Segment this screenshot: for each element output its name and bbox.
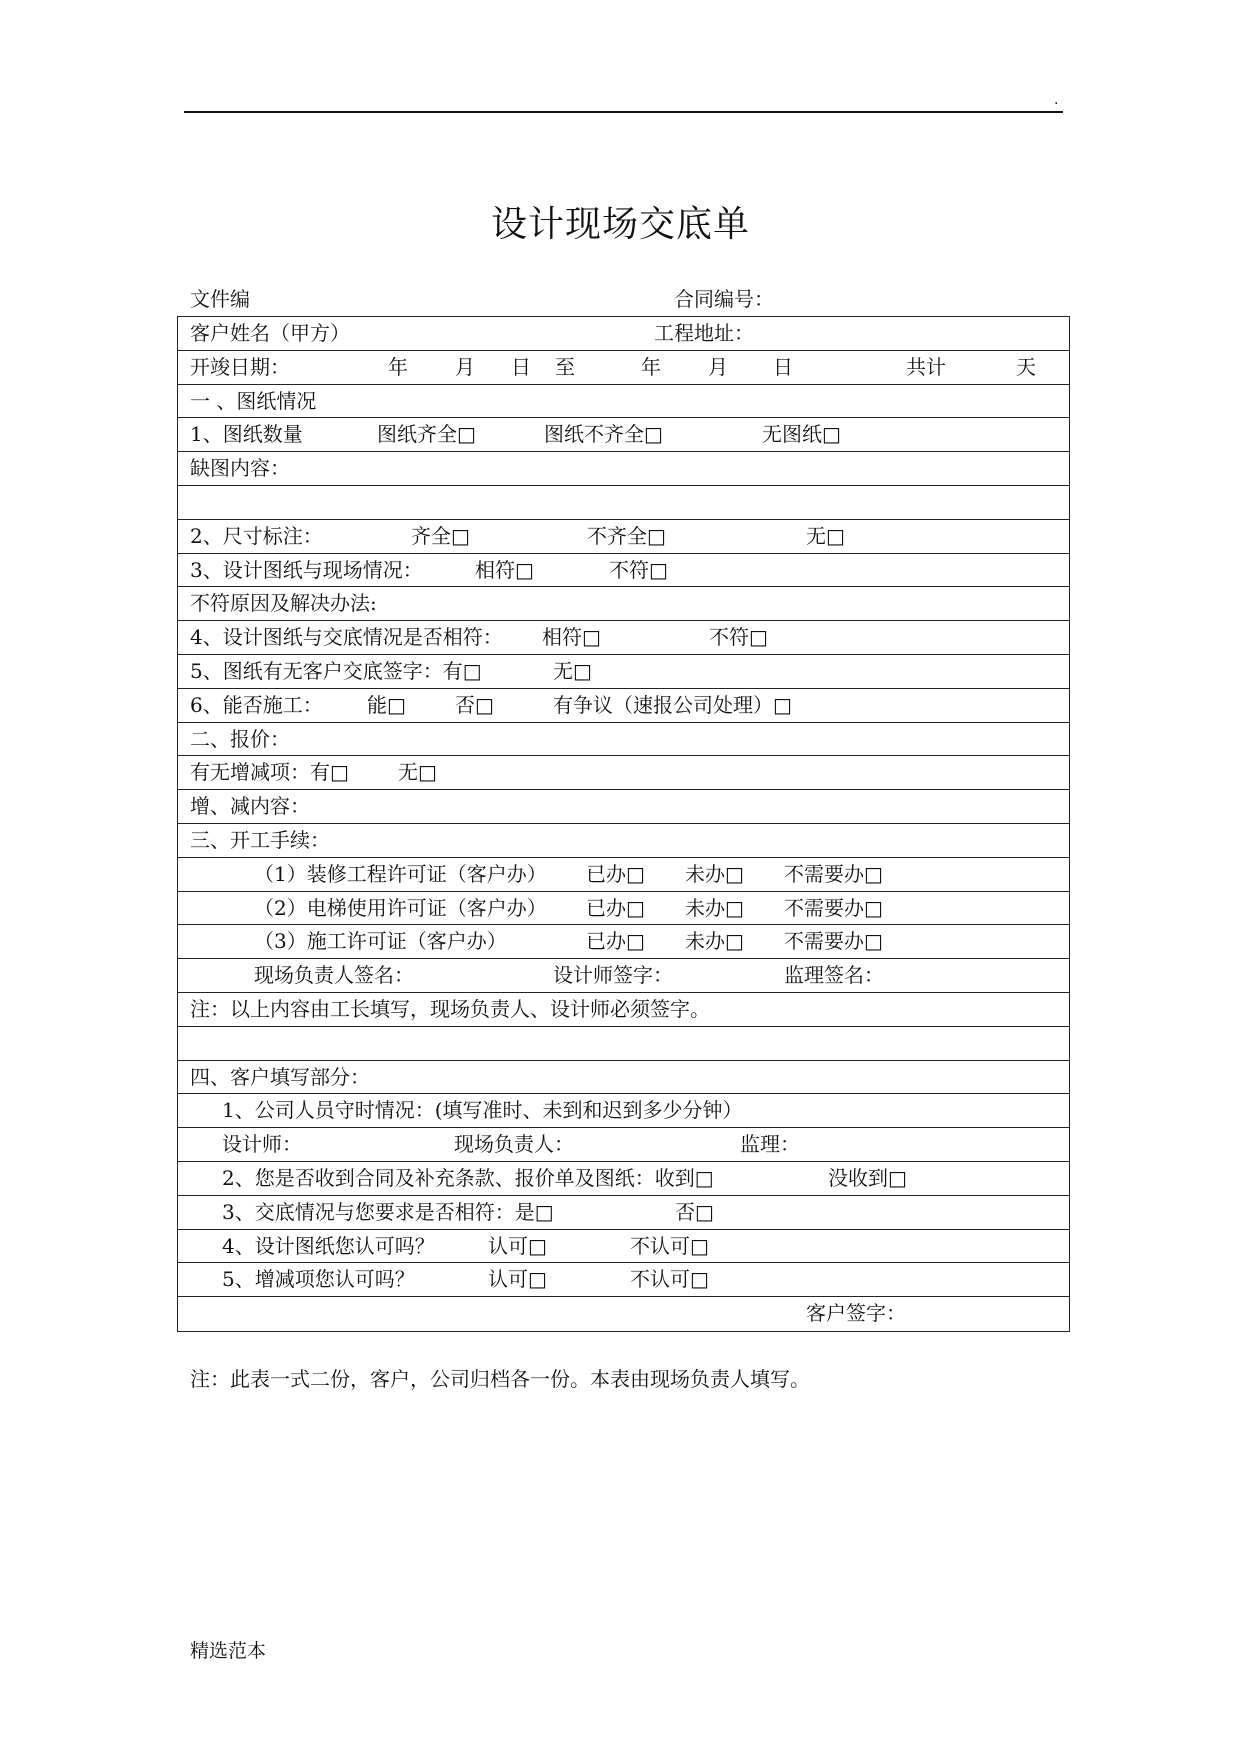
form-cell-text: 无□: [806, 523, 845, 548]
form-cell-text: 认可□: [488, 1267, 547, 1292]
form-cell-text: 年: [388, 354, 408, 379]
form-cell-text: 认可□: [488, 1233, 547, 1258]
header-rule: [184, 111, 1063, 113]
form-cell-text: 监理签名：: [784, 963, 884, 988]
bottom-note: 注：此表一式二份，客户，公司归档各一份。本表由现场负责人填写。: [190, 1367, 810, 1391]
form-row: [178, 587, 1069, 621]
form-row: [178, 1061, 1069, 1095]
form-cell-text: 已办□: [586, 895, 645, 920]
form-row: [178, 554, 1069, 588]
form-cell-text: 设计师签字：: [553, 963, 673, 988]
form-cell-text: 未办□: [685, 929, 744, 954]
form-cell-text: 增、减内容：: [190, 794, 310, 819]
contract-number-label: 合同编号：: [674, 287, 774, 311]
form-cell-text: 4、设计图纸与交底情况是否相符：: [190, 625, 503, 650]
form-cell-text: 不符原因及解决办法:: [190, 591, 377, 616]
form-cell-text: 能□: [367, 692, 406, 717]
form-cell-text: （3）施工许可证（客户办）: [254, 929, 507, 954]
form-cell-text: 图纸齐全□: [377, 422, 476, 447]
form-cell-text: 天: [1016, 354, 1036, 379]
form-row: [178, 621, 1069, 655]
form-cell-text: 图纸不齐全□: [544, 422, 663, 447]
form-row: [178, 1162, 1069, 1196]
document-title: 设计现场交底单: [490, 204, 750, 245]
form-cell-text: 不认可□: [630, 1233, 709, 1258]
form-cell-text: 5、图纸有无客户交底签字：有□: [190, 658, 482, 683]
form-cell-text: 不需要办□: [784, 895, 883, 920]
form-row: [178, 385, 1069, 419]
form-row: [178, 723, 1069, 757]
form-cell-text: 否□: [455, 692, 494, 717]
form-cell-text: 5、增减项您认可吗？: [222, 1267, 415, 1292]
form-cell-text: 无□: [398, 760, 437, 785]
form-row: [178, 486, 1069, 520]
form-row: [178, 858, 1069, 892]
header-mark: .: [1054, 92, 1059, 108]
form-cell-text: 6、能否施工：: [190, 692, 323, 717]
form-cell-text: 开竣日期：: [190, 354, 290, 379]
form-cell-text: 现场负责人：: [454, 1132, 574, 1157]
form-cell-text: 工程地址：: [654, 321, 754, 345]
form-row: [178, 1128, 1069, 1162]
form-cell-text: 无图纸□: [762, 422, 841, 447]
form-cell-text: 否□: [675, 1199, 714, 1224]
form-row: [178, 1196, 1069, 1230]
form-cell-text: 1、图纸数量: [190, 422, 303, 447]
page-footer: 精选范本: [190, 1640, 267, 1662]
form-cell-text: 注：以上内容由工长填写，现场负责人、设计师必须签字。: [190, 996, 710, 1021]
form-cell-text: 至: [555, 354, 575, 379]
form-cell-text: 共计: [906, 354, 946, 379]
form-cell-text: 已办□: [586, 861, 645, 886]
form-cell-text: 客户签字：: [806, 1301, 906, 1326]
form-cell-text: 日: [511, 354, 531, 379]
form-row: [178, 1094, 1069, 1128]
form-row: [178, 756, 1069, 790]
form-row: [178, 317, 1069, 351]
form-cell-text: 不符□: [709, 625, 768, 650]
form-cell-text: 年: [641, 354, 661, 379]
form-row: [178, 520, 1069, 554]
form-cell-text: 齐全□: [411, 523, 470, 548]
form-cell-text: 不需要办□: [784, 929, 883, 954]
form-cell-text: 设计师：: [222, 1132, 302, 1157]
form-cell-text: 有争议（速报公司处理）□: [553, 692, 792, 717]
form-cell-text: 不需要办□: [784, 861, 883, 886]
form-cell-text: 月: [455, 354, 475, 379]
form-cell-text: 无□: [553, 658, 592, 683]
form-cell-text: 不齐全□: [587, 523, 666, 548]
form-row: [178, 1297, 1069, 1331]
form-row: [178, 959, 1069, 993]
form-cell-text: 未办□: [685, 861, 744, 886]
form-cell-text: 三、开工手续：: [190, 827, 330, 852]
form-row: [178, 689, 1069, 723]
form-cell-text: 日: [773, 354, 793, 379]
form-cell-text: 四、客户填写部分：: [190, 1064, 370, 1089]
form-cell-text: 已办□: [586, 929, 645, 954]
form-cell-text: 没收到□: [828, 1165, 907, 1190]
form-cell-text: 现场负责人签名：: [254, 963, 414, 988]
form-row: [178, 824, 1069, 858]
form-cell-text: （1）装修工程许可证（客户办）: [254, 861, 547, 886]
form-cell-text: 不符□: [609, 557, 668, 582]
form-row: [178, 1027, 1069, 1061]
form-cell-text: 4、设计图纸您认可吗？: [222, 1233, 435, 1258]
form-cell-text: 月: [708, 354, 728, 379]
form-cell-text: 3、交底情况与您要求是否相符：是□: [222, 1199, 554, 1224]
form-cell-text: 2、尺寸标注：: [190, 523, 323, 548]
form-cell-text: 二、报价：: [190, 726, 290, 751]
form-row: [178, 925, 1069, 959]
form-cell-text: 一 、图纸情况: [190, 388, 317, 413]
form-cell-text: 客户姓名（甲方）: [190, 321, 350, 345]
handover-form-table: [177, 316, 1070, 1332]
form-cell-text: 有无增减项：有□: [190, 760, 349, 785]
form-row: [178, 655, 1069, 689]
form-row: [178, 452, 1069, 486]
form-cell-text: 3、设计图纸与现场情况：: [190, 557, 423, 582]
form-cell-text: 相符□: [475, 557, 534, 582]
form-row: [178, 790, 1069, 824]
form-cell-text: 2、您是否收到合同及补充条款、报价单及图纸：收到□: [222, 1165, 714, 1190]
form-cell-text: 未办□: [685, 895, 744, 920]
form-row: [178, 892, 1069, 926]
form-row: [178, 1263, 1069, 1297]
form-cell-text: （2）电梯使用许可证（客户办）: [254, 895, 547, 920]
file-number-label: 文件编: [190, 287, 250, 311]
form-row: [178, 1230, 1069, 1264]
form-cell-text: 不认可□: [630, 1267, 709, 1292]
form-row: [178, 993, 1069, 1027]
form-row: [178, 351, 1069, 385]
form-row: [178, 418, 1069, 452]
form-cell-text: 1、公司人员守时情况：(填写准时、未到和迟到多少分钟）: [222, 1098, 743, 1123]
form-cell-text: 监理：: [740, 1132, 800, 1157]
form-cell-text: 缺图内容：: [190, 456, 290, 481]
form-cell-text: 相符□: [542, 625, 601, 650]
